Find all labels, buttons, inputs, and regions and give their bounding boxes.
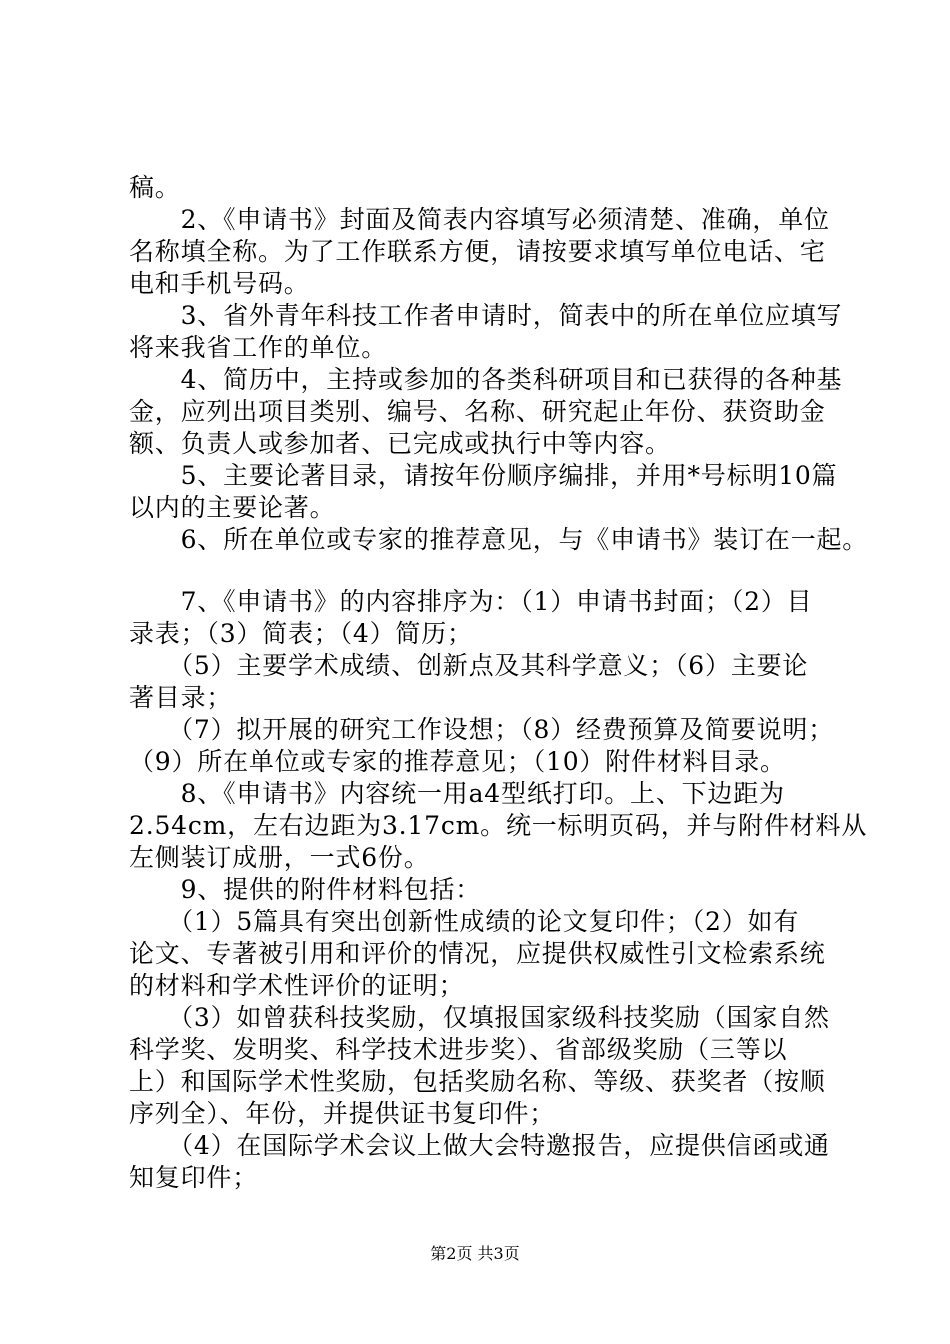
text-line: 电和手机号码。 bbox=[129, 269, 310, 298]
document-body bbox=[129, 172, 869, 1194]
text-line: 2.54cm，左右边距为3.17cm。统一标明页码，并与附件材料从 bbox=[129, 811, 868, 840]
text-line: 3、省外青年科技工作者申请时，简表中的所在单位应填写 bbox=[129, 301, 843, 330]
text-line: 7、《申请书》的内容排序为：（1）申请书封面；（2）目 bbox=[129, 587, 813, 616]
text-line: 9、提供的附件材料包括： bbox=[129, 875, 482, 904]
text-line: 序列全）、年份，并提供证书复印件； bbox=[129, 1099, 556, 1128]
text-line: （3）如曾获科技奖励，仅填报国家级科技奖励（国家自然 bbox=[129, 1003, 830, 1032]
text-line: 科学奖、发明奖、科学技术进步奖）、省部级奖励（三等以 bbox=[129, 1035, 788, 1064]
text-line: 知复印件； bbox=[129, 1163, 259, 1192]
text-line: 左侧装订成册，一式6份。 bbox=[129, 843, 430, 872]
text-line: （9）所在单位或专家的推荐意见；（10）附件材料目录。 bbox=[129, 747, 786, 776]
text-line: （5）主要学术成绩、创新点及其科学意义；（6）主要论 bbox=[129, 651, 809, 680]
text-line: （7）拟开展的研究工作设想；（8）经费预算及简要说明； bbox=[129, 715, 835, 744]
text-line: 8、《申请书》内容统一用a4型纸打印。上、下边距为 bbox=[129, 779, 785, 808]
text-line: 4、简历中，主持或参加的各类科研项目和已获得的各种基 bbox=[129, 365, 843, 394]
text-line: 6、所在单位或专家的推荐意见，与《申请书》装订在一起。 bbox=[129, 525, 869, 554]
text-line: 的材料和学术性评价的证明； bbox=[129, 971, 465, 1000]
text-line: 将来我省工作的单位。 bbox=[129, 333, 388, 362]
text-line: 5、主要论著目录，请按年份顺序编排，并用*号标明10篇 bbox=[129, 461, 838, 490]
text-line: （4）在国际学术会议上做大会特邀报告，应提供信函或通 bbox=[129, 1131, 830, 1160]
text-line: 额、负责人或参加者、已完成或执行中等内容。 bbox=[129, 429, 671, 458]
text-line: 上）和国际学术性奖励，包括奖励名称、等级、获奖者（按顺 bbox=[129, 1067, 826, 1096]
text-line: 论文、专著被引用和评价的情况，应提供权威性引文检索系统 bbox=[129, 939, 826, 968]
text-line: （1）5篇具有突出创新性成绩的论文复印件；（2）如有 bbox=[129, 907, 800, 936]
paragraph-gap bbox=[129, 556, 839, 586]
text-line: 2、《申请书》封面及简表内容填写必须清楚、准确，单位 bbox=[129, 205, 830, 234]
text-line: 录表；（3）简表；（4）简历； bbox=[129, 619, 473, 648]
page-number-footer: 第2页 共3页 bbox=[430, 1244, 520, 1263]
text-line: 名称填全称。为了工作联系方便，请按要求填写单位电话、宅 bbox=[129, 237, 826, 266]
text-line: 著目录； bbox=[129, 683, 233, 712]
text-line: 以内的主要论著。 bbox=[129, 493, 336, 522]
text-line: 金，应列出项目类别、编号、名称、研究起止年份、获资助金 bbox=[129, 397, 826, 426]
text-line: 稿。 bbox=[129, 173, 181, 202]
